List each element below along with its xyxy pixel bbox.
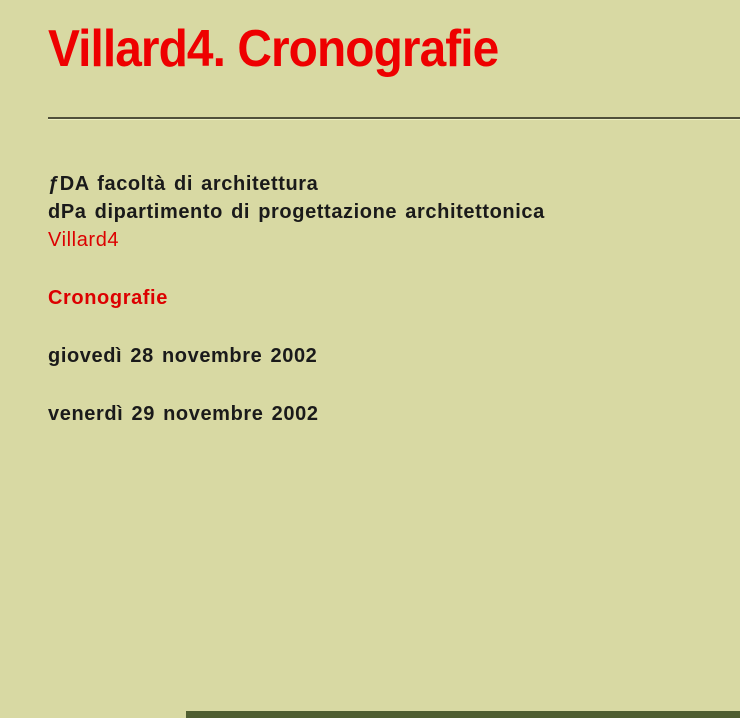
divider-rule bbox=[48, 117, 740, 120]
department-line: dPa dipartimento di progettazione architettonica bbox=[48, 200, 545, 223]
section-heading: Cronografie bbox=[48, 286, 168, 309]
day-date: giovedì 28 novembre 2002 bbox=[48, 344, 318, 367]
day-block bbox=[48, 400, 740, 428]
project-name: Villard4 bbox=[48, 228, 120, 251]
footer-bar bbox=[186, 711, 740, 718]
day-block bbox=[48, 342, 740, 370]
page-title: Villard4. Cronografie bbox=[48, 20, 499, 78]
day-date: venerdì 29 novembre 2002 bbox=[48, 402, 319, 425]
faculty-line: ƒDA facoltà di architettura bbox=[48, 172, 319, 195]
org-block bbox=[48, 170, 740, 254]
schedule bbox=[48, 342, 740, 428]
content-area bbox=[0, 170, 740, 428]
